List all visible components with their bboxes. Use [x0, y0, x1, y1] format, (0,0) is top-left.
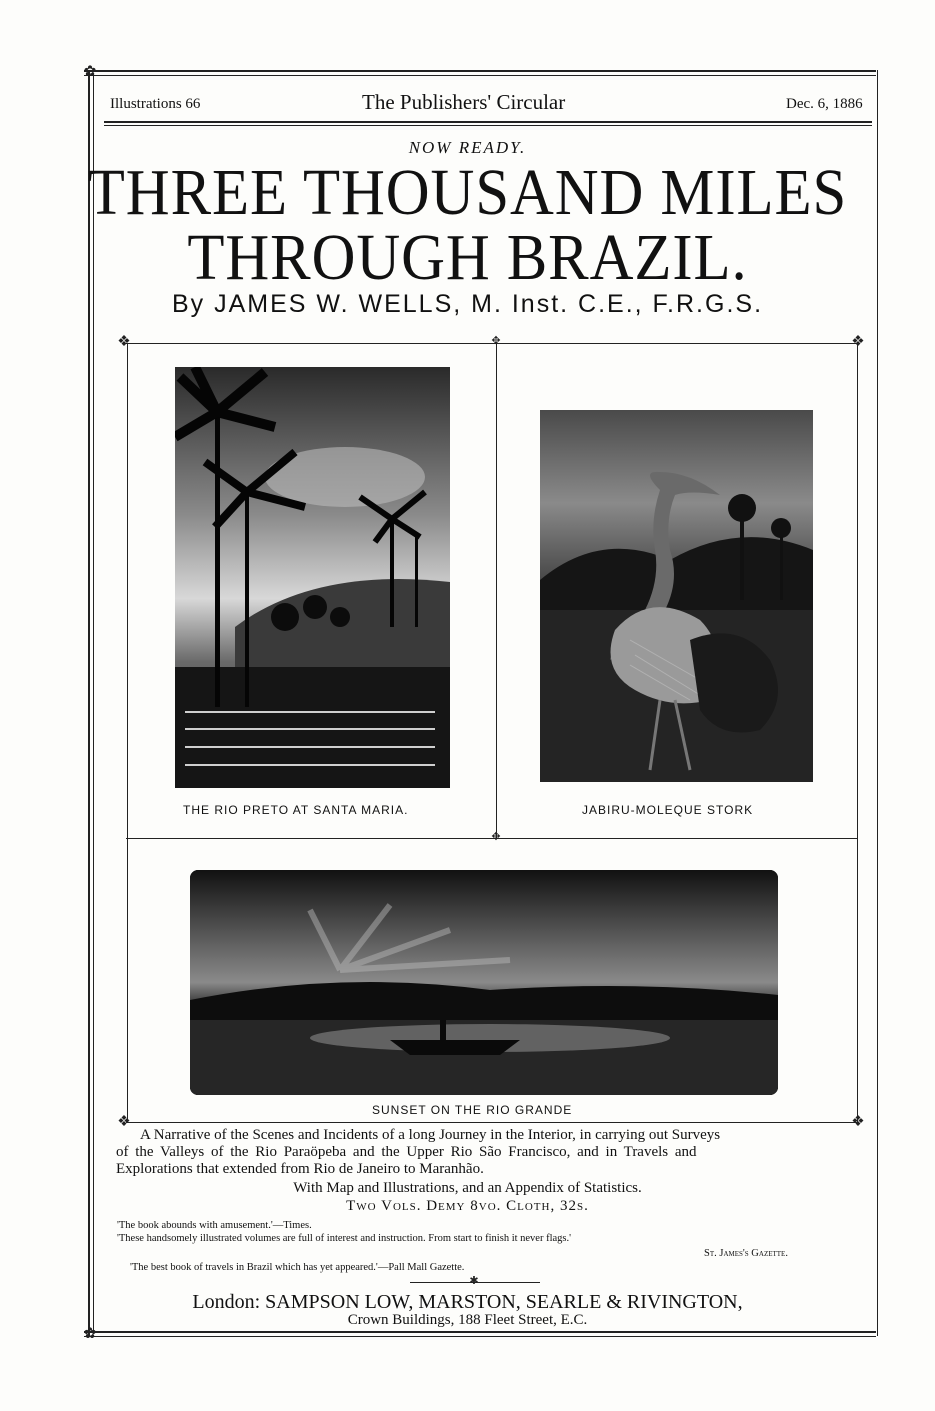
corner-ornament-icon: ✿	[83, 64, 97, 80]
frame-ornament-icon: ❖	[851, 1114, 865, 1130]
top-border-inner	[84, 75, 876, 76]
publisher-address: Crown Buildings, 188 Fleet Street, E.C.	[347, 1312, 588, 1328]
edition-details: Two Vols. Demy 8vo. Cloth, 32s.	[346, 1198, 589, 1214]
frame-bottom	[126, 1122, 858, 1123]
caption-sunset-rio-grande: SUNSET ON THE RIO GRANDE	[372, 1103, 573, 1117]
top-border	[84, 70, 876, 72]
frame-ornament-icon: ✥	[491, 335, 501, 347]
section-label: Illustrations 66	[110, 96, 201, 112]
frame-ornament-icon: ✥	[491, 831, 501, 843]
review-st-james: 'These handsomely illustrated volumes are full of interest and instruction. From start to finish it never flags.'	[117, 1233, 572, 1244]
description-line1: A Narrative of the Scenes and Incidents of a long Journey in the Interior, in carrying out Surveys	[140, 1127, 721, 1143]
description-line4: With Map and Illustrations, and an Appendix of Statistics.	[293, 1180, 642, 1196]
issue-date: Dec. 6, 1886	[786, 96, 863, 112]
review-st-james-source: St. James's Gazette.	[704, 1248, 788, 1259]
header-rule-inner	[104, 125, 872, 126]
frame-ornament-icon: ❖	[117, 334, 131, 350]
caption-jabiru-stork: JABIRU-MOLEQUE STORK	[582, 803, 754, 817]
palm-river-engraving-icon	[175, 367, 450, 788]
illustration-sunset-rio-grande	[190, 870, 778, 1095]
description-line2: of the Valleys of the Rio Paraöpeba and the Upper Rio São Francisco, and in Travels and	[116, 1144, 697, 1160]
corner-ornament-icon: ✿	[83, 1326, 97, 1342]
rule-ornament-icon: ✱	[469, 1275, 479, 1287]
frame-right	[857, 343, 858, 1123]
bottom-border	[84, 1331, 876, 1333]
author-line: By JAMES W. WELLS, M. Inst. C.E., F.R.G.S.	[171, 290, 764, 318]
frame-ornament-icon: ❖	[851, 334, 865, 350]
frame-ornament-icon: ❖	[117, 1114, 131, 1130]
header-rule	[104, 121, 872, 123]
frame-divider	[496, 343, 497, 838]
publisher-name: London: SAMPSON LOW, MARSTON, SEARLE & RIVINGTON,	[192, 1291, 743, 1313]
now-ready-label: NOW READY.	[408, 138, 527, 157]
sunset-engraving-icon	[190, 870, 778, 1095]
frame-left	[127, 343, 128, 1123]
book-title-line2: THROUGH BRAZIL.	[187, 221, 748, 294]
description-line3: Explorations that extended from Rio de Janeiro to Maranhão.	[116, 1161, 484, 1177]
bottom-border-inner	[84, 1336, 876, 1337]
illustration-jabiru-stork	[540, 410, 813, 782]
book-title-line1: THREE THOUSAND MILES	[87, 156, 848, 229]
journal-title: The Publishers' Circular	[362, 90, 566, 114]
stork-engraving-icon	[540, 410, 813, 782]
illustration-rio-preto	[175, 367, 450, 788]
caption-rio-preto: THE RIO PRETO AT SANTA MARIA.	[183, 803, 409, 817]
review-pall-mall: 'The best book of travels in Brazil which has yet appeared.'—Pall Mall Gazette.	[130, 1262, 465, 1273]
review-times: 'The book abounds with amusement.'—Times.	[117, 1220, 312, 1231]
